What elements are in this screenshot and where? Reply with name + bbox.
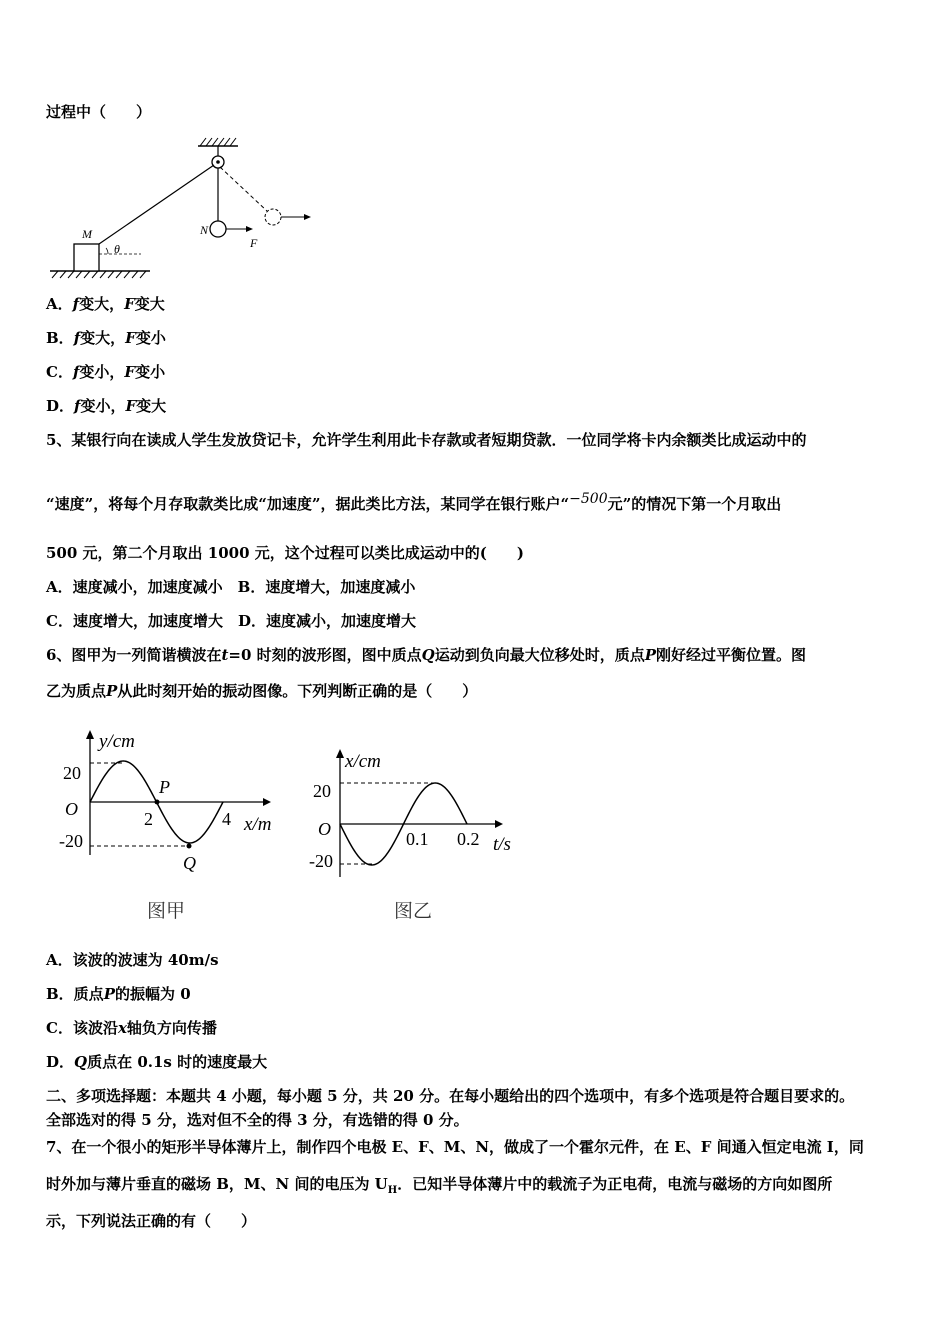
origin: O xyxy=(65,799,78,819)
caption: 图甲 xyxy=(147,901,186,922)
ytick-20: 20 xyxy=(313,781,331,801)
ylabel: y/cm xyxy=(99,731,135,752)
q5-options-cd: C．速度增大，加速度增大 D．速度减小，加速度增大 xyxy=(46,612,416,630)
q6-option-a: A．该波的波速为 40m/s xyxy=(46,951,219,969)
ttick-01: 0.1 xyxy=(406,829,429,849)
label-q: Q xyxy=(183,853,196,873)
label-n: N xyxy=(200,223,209,237)
q4-option-c: C．f变小，F变小 xyxy=(46,363,166,381)
label-p: P xyxy=(159,777,170,797)
q7-line1: 7、在一个很小的矩形半导体薄片上，制作四个电极 E、F、M、N，做成了一个霍尔元件，在 E、F 间通入恒定电流 I，同 xyxy=(46,1138,864,1156)
q5-line2: “速度”，将每个月存取款类比成“加速度”，据此类比方法，某同学在银行账户“−500元”的情况下第一个月取出 xyxy=(46,491,782,513)
ylabel: x/cm xyxy=(345,751,381,772)
q6-option-d: D．Q质点在 0.1s 时的速度最大 xyxy=(46,1053,268,1071)
section2-line2: 全部选对的得 5 分，选对但不全的得 3 分，有选错的得 0 分。 xyxy=(46,1111,469,1129)
xlabel: t/s xyxy=(493,834,511,855)
q5-line3: 500 元，第二个月取出 1000 元，这个过程可以类比成运动中的( ) xyxy=(46,544,524,562)
q4-option-a: A．f变大，F变大 xyxy=(46,295,165,313)
ttick-02: 0.2 xyxy=(457,829,480,849)
xtick-2: 2 xyxy=(144,809,153,829)
point-q xyxy=(187,844,192,849)
ytick-20: 20 xyxy=(63,763,81,783)
origin: O xyxy=(318,819,331,839)
section2-line1: 二、多项选择题：本题共 4 小题，每小题 5 分，共 20 分。在每小题给出的四个选项中，有多个选项是符合题目要求的。 xyxy=(46,1087,855,1105)
point-p xyxy=(155,800,160,805)
graph-jia xyxy=(55,725,295,930)
q6-option-b: B．质点P的振幅为 0 xyxy=(46,985,191,1003)
q4-figure xyxy=(46,132,326,282)
ytick-neg20: -20 xyxy=(309,851,333,871)
q4-stem-end: 过程中（ ） xyxy=(46,103,152,121)
q4-option-b: B．f变大，F变小 xyxy=(46,329,166,347)
ball-n xyxy=(210,221,226,237)
q5-amount: −500 xyxy=(569,491,608,507)
q6-line2: 乙为质点P从此时刻开始的振动图像。下列判断正确的是（ ） xyxy=(46,682,478,700)
block-m xyxy=(74,244,99,271)
ytick-neg20: -20 xyxy=(59,831,83,851)
graph-yi xyxy=(305,745,535,930)
q6-line1: 6、图甲为一列简谐横波在t=0 时刻的波形图，图中质点Q运动到负向最大位移处时，质点P刚好经过平衡位置。图 xyxy=(46,646,807,664)
q7-line2: 时外加与薄片垂直的磁场 B，M、N 间的电压为 $U_H$．已知半导体薄片中的载流子为正电荷，电流与磁场的方向如图所 xyxy=(46,1175,833,1196)
label-theta: θ xyxy=(114,242,120,256)
xtick-4: 4 xyxy=(222,809,231,829)
caption: 图乙 xyxy=(394,901,433,922)
label-f: F xyxy=(250,236,258,250)
q4-option-d: D．f变小，F变大 xyxy=(46,397,167,415)
q5-line1: 5、某银行向在读成人学生发放贷记卡，允许学生利用此卡存款或者短期贷款．一位同学将卡内余额类比成运动中的 xyxy=(46,431,807,449)
label-m: M xyxy=(82,227,92,241)
q5-options-ab: A．速度减小，加速度减小 B．速度增大，加速度减小 xyxy=(46,578,416,596)
q7-line3: 示，下列说法正确的有（ ） xyxy=(46,1212,257,1230)
q6-option-c: C．该波沿x轴负方向传播 xyxy=(46,1019,217,1037)
xlabel: x/m xyxy=(244,814,272,835)
